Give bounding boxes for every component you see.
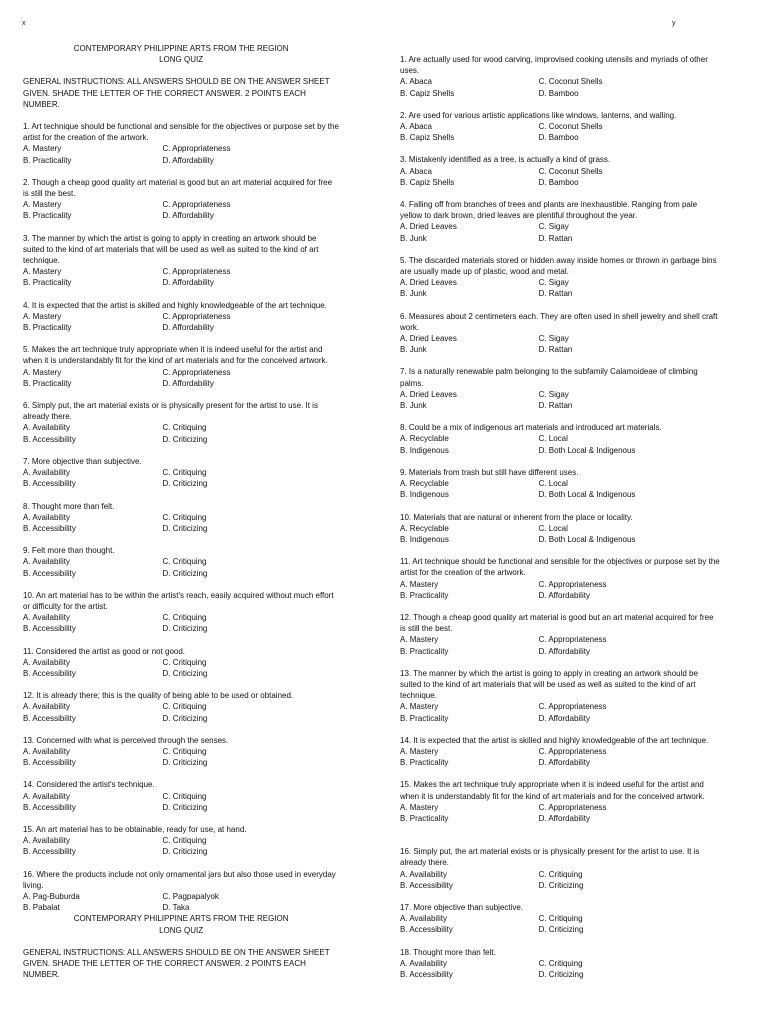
option-a: A. Mastery xyxy=(400,578,439,589)
question-text: 14. It is expected that the artist is skilled and highly knowledgeable of the art technique. xyxy=(400,734,709,745)
option-a: A. Dried Leaves xyxy=(400,221,457,232)
option-b: B. Practicality xyxy=(23,377,72,388)
option-d: D. Both Local & Indigenous xyxy=(538,533,636,544)
option-d: D. Rattan xyxy=(538,400,573,411)
option-c: C. Critiquing xyxy=(162,701,207,712)
option-b: B. Accessibility xyxy=(400,924,453,935)
question-item xyxy=(23,300,339,334)
option-a: A. Dried Leaves xyxy=(400,388,457,399)
question-text: 3. The manner by which the artist is going to apply in creating an artwork should be suited to the kind of art materials that will be used as well as suited to the kind of art technique. xyxy=(23,232,319,266)
answer-options xyxy=(400,869,720,891)
option-a: A. Mastery xyxy=(23,143,62,154)
answer-options xyxy=(400,579,720,601)
option-b: B. Junk xyxy=(400,288,427,299)
option-a: A. Dried Leaves xyxy=(400,277,457,288)
option-d: D. Criticizing xyxy=(162,757,208,768)
answer-options xyxy=(400,746,720,768)
option-d: D. Affordability xyxy=(162,277,214,288)
option-c: C. Appropriateness xyxy=(162,143,231,154)
option-d: D. Affordability xyxy=(162,210,214,221)
option-a: A. Mastery xyxy=(400,801,439,812)
option-c: C. Critiquing xyxy=(538,957,583,968)
option-a: A. Availability xyxy=(23,467,70,478)
left-column xyxy=(23,43,339,991)
option-b: B. Accessibility xyxy=(23,522,76,533)
question-item xyxy=(400,556,720,601)
option-a: A. Mastery xyxy=(400,701,439,712)
option-b: B. Junk xyxy=(400,232,427,243)
option-b: B. Accessibility xyxy=(400,969,453,979)
option-d: D. Rattan xyxy=(538,232,573,243)
option-c: C. Local xyxy=(538,522,568,533)
answer-options xyxy=(400,76,720,98)
option-d: D. Affordability xyxy=(162,322,214,333)
answer-options xyxy=(23,467,339,489)
question-text: 6. Simply put, the art material exists or is physically present for the artist to use. It is already there. xyxy=(23,400,318,422)
question-item xyxy=(400,199,720,244)
answer-options xyxy=(23,657,339,679)
option-c: C. Critiquing xyxy=(162,745,207,756)
option-c: C. Appropriateness xyxy=(538,801,607,812)
right-question-list xyxy=(400,54,720,980)
option-b: B. Pabalat xyxy=(23,902,60,913)
option-a: A. Availability xyxy=(23,656,70,667)
option-a: A. Availability xyxy=(23,835,70,846)
question-text: 4. Falling off from branches of trees and plants are inexhaustible. Ranging from pale yellow to dark brown, dried leaves are plentiful throughout the year. xyxy=(400,199,698,221)
option-b: B. Practicality xyxy=(400,812,449,823)
option-a: A. Availability xyxy=(400,868,447,879)
question-item xyxy=(400,110,720,144)
option-a: A. Abaca xyxy=(400,121,432,132)
question-text: 13. Concerned with what is perceived through the senses. xyxy=(23,734,229,745)
question-item xyxy=(23,400,339,445)
question-text: 14. Considered the artist's technique. xyxy=(23,779,155,790)
question-text: 13. The manner by which the artist is going to apply in creating an artwork should be suited to the kind of art materials that will be used as well as suited to the kind of art technique. xyxy=(400,667,698,701)
question-text: 8. Thought more than felt. xyxy=(23,500,115,511)
option-c: C. Coconut Shells xyxy=(538,76,603,87)
question-item xyxy=(23,501,339,535)
option-c: C. Appropriateness xyxy=(538,701,607,712)
option-a: A. Dried Leaves xyxy=(400,333,457,344)
option-a: A. Mastery xyxy=(23,199,62,210)
general-instructions: GENERAL INSTRUCTIONS: ALL ANSWERS SHOULD BE ON THE ANSWER SHEET GIVEN. SHADE THE LETTER OF THE CORRECT ANSWER. 2 POINTS EACH NUMBER. xyxy=(23,76,330,109)
question-text: 6. Measures about 2 centimeters each. They are often used in shell jewelry and shell craft work. xyxy=(400,310,718,332)
question-text: 15. An art material has to be obtainable, ready for use, at hand. xyxy=(23,823,247,834)
option-c: C. Appropriateness xyxy=(538,745,607,756)
option-b: B. Accessibility xyxy=(23,757,76,768)
answer-options xyxy=(23,791,339,813)
question-text: 10. Materials that are natural or inherent from the place or locality. xyxy=(400,511,633,522)
question-text: 18. Thought more than felt. xyxy=(400,946,496,957)
option-b: B. Capiz Shells xyxy=(400,87,455,98)
answer-options xyxy=(23,422,339,444)
option-d: D. Criticizing xyxy=(162,522,208,533)
option-d: D. Criticizing xyxy=(162,433,208,444)
question-item xyxy=(23,545,339,579)
option-c: C. Critiquing xyxy=(162,835,207,846)
answer-options xyxy=(400,523,720,545)
option-d: D. Affordability xyxy=(162,377,214,388)
question-item xyxy=(400,366,720,411)
option-c: C. Sigay xyxy=(538,221,569,232)
question-text: 15. Makes the art technique truly appropriate when it is indeed useful for the artist and when it is understandably fit for the kind of art materials and for the conceived artwork. xyxy=(400,779,705,801)
question-item xyxy=(400,512,720,546)
quiz-header xyxy=(23,43,339,65)
option-c: C. Appropriateness xyxy=(162,310,231,321)
option-a: A. Recyclable xyxy=(400,522,449,533)
quiz-header-repeat xyxy=(23,913,339,935)
question-text: 9. Felt more than thought. xyxy=(23,545,115,556)
option-d: D. Criticizing xyxy=(162,712,208,723)
question-text: 1. Art technique should be functional and sensible for the objectives or purpose set by the artist for the creation of the artwork. xyxy=(23,121,339,143)
answer-options xyxy=(400,478,720,500)
option-c: C. Coconut Shells xyxy=(538,121,603,132)
question-text: 16. Simply put, the art material exists or is physically present for the artist to use. It is already there. xyxy=(400,846,700,868)
option-b: B. Accessibility xyxy=(23,846,76,857)
option-b: B. Indigenous xyxy=(400,533,449,544)
option-c: C. Critiquing xyxy=(162,790,207,801)
question-item xyxy=(400,612,720,657)
question-text: 17. More objective than subjective. xyxy=(400,901,524,912)
option-d: D. Both Local & Indigenous xyxy=(538,489,636,500)
question-text: 16. Where the products include not only ornamental jars but also those used in everyday living. xyxy=(23,868,336,890)
option-d: D. Criticizing xyxy=(538,969,584,979)
option-c: C. Critiquing xyxy=(162,656,207,667)
option-c: C. Appropriateness xyxy=(162,199,231,210)
question-item xyxy=(23,456,339,490)
option-b: B. Capiz Shells xyxy=(400,176,455,187)
question-item xyxy=(400,54,720,99)
question-text: 5. The discarded materials stored or hidden away inside homes or thrown in garbage bins are usually made up of plastic, wood and metal. xyxy=(400,254,717,277)
option-b: B. Accessibility xyxy=(23,567,76,578)
question-text: 2. Are used for various artistic applications like windows, lanterns, and walling. xyxy=(400,109,677,120)
option-d: D. Affordability xyxy=(538,712,590,723)
answer-options xyxy=(400,701,720,723)
option-d: D. Criticizing xyxy=(162,478,208,489)
question-item xyxy=(23,233,339,289)
question-text: 2. Though a cheap good quality art material is good but an art material acquired for free is still the best. xyxy=(23,176,333,199)
option-a: A. Mastery xyxy=(400,745,439,756)
option-a: A. Recyclable xyxy=(400,433,449,444)
answer-options xyxy=(400,433,720,455)
option-d: D. Criticizing xyxy=(538,924,584,935)
corner-mark-right: y xyxy=(672,20,676,27)
option-d: D. Criticizing xyxy=(162,567,208,578)
option-b: B. Accessibility xyxy=(23,801,76,812)
option-d: D. Taka xyxy=(162,902,190,913)
answer-options xyxy=(23,701,339,723)
option-b: B. Accessibility xyxy=(23,433,76,444)
answer-options xyxy=(23,143,339,165)
option-b: B. Indigenous xyxy=(400,489,449,500)
option-b: B. Capiz Shells xyxy=(400,132,455,143)
question-item xyxy=(23,824,339,858)
option-b: B. Practicality xyxy=(400,645,449,656)
question-text: 3. Mistakenly identified as a tree, is actually a kind of grass. xyxy=(400,154,611,165)
option-c: C. Pagpapalyok xyxy=(162,890,219,901)
question-item xyxy=(23,646,339,680)
option-a: A. Abaca xyxy=(400,76,432,87)
option-a: A. Mastery xyxy=(400,634,439,645)
option-c: C. Sigay xyxy=(538,277,569,288)
option-a: A. Abaca xyxy=(400,165,432,176)
answer-options xyxy=(400,221,720,243)
option-d: D. Both Local & Indigenous xyxy=(538,444,636,455)
answer-options xyxy=(23,891,339,913)
option-b: B. Practicality xyxy=(400,712,449,723)
option-d: D. Bamboo xyxy=(538,87,579,98)
option-c: C. Appropriateness xyxy=(162,366,231,377)
answer-options xyxy=(23,367,339,389)
option-d: D. Criticizing xyxy=(162,801,208,812)
question-item xyxy=(400,154,720,188)
option-b: B. Accessibility xyxy=(400,879,453,890)
quiz-subtitle: LONG QUIZ xyxy=(159,924,204,935)
option-d: D. Affordability xyxy=(538,812,590,823)
option-a: A. Mastery xyxy=(23,266,62,277)
question-item xyxy=(23,690,339,724)
option-d: D. Affordability xyxy=(538,589,590,600)
option-c: C. Critiquing xyxy=(162,556,207,567)
option-c: C. Critiquing xyxy=(162,467,207,478)
option-c: C. Local xyxy=(538,433,568,444)
left-question-list xyxy=(23,121,339,913)
general-instructions-repeat: GENERAL INSTRUCTIONS: ALL ANSWERS SHOULD BE ON THE ANSWER SHEET GIVEN. SHADE THE LETTER OF THE CORRECT ANSWER. 2 POINTS EACH NUMBER. xyxy=(23,946,330,980)
option-a: A. Recyclable xyxy=(400,478,449,489)
option-a: A. Mastery xyxy=(23,366,62,377)
question-text: 11. Art technique should be functional and sensible for the objectives or purpose set by the artist for the creation of the artwork. xyxy=(400,556,720,578)
option-a: A. Availability xyxy=(23,511,70,522)
question-item xyxy=(23,177,339,222)
option-b: B. Accessibility xyxy=(23,712,76,723)
question-text: 7. More objective than subjective. xyxy=(23,455,142,466)
option-a: A. Availability xyxy=(23,701,70,712)
question-text: 9. Materials from trash but still have different uses. xyxy=(400,466,579,477)
question-text: 10. An art material has to be within the artist's reach, easily acquired without much effort or difficulty for the artist. xyxy=(23,589,334,611)
question-text: 7. Is a naturally renewable palm belonging to the subfamily Calamoideae of climbing palms. xyxy=(400,366,698,388)
option-d: D. Criticizing xyxy=(538,879,584,890)
answer-options xyxy=(23,199,339,221)
option-c: C. Appropriateness xyxy=(538,578,607,589)
option-b: B. Practicality xyxy=(23,277,72,288)
answer-options xyxy=(23,311,339,333)
option-b: B. Practicality xyxy=(23,154,72,165)
option-c: C. Critiquing xyxy=(538,868,583,879)
question-item xyxy=(23,590,339,635)
answer-options xyxy=(400,121,720,143)
option-c: C. Local xyxy=(538,478,568,489)
option-a: A. Availability xyxy=(400,957,447,968)
option-c: C. Sigay xyxy=(538,333,569,344)
answer-options xyxy=(400,333,720,355)
question-text: 8. Could be a mix of indigenous art materials and introduced art materials. xyxy=(400,422,662,433)
question-item xyxy=(23,121,339,166)
quiz-title: CONTEMPORARY PHILIPPINE ARTS FROM THE REGION xyxy=(73,913,289,924)
question-item xyxy=(400,846,720,891)
option-c: C. Sigay xyxy=(538,388,569,399)
answer-options xyxy=(23,612,339,634)
question-item xyxy=(400,422,720,456)
option-c: C. Appropriateness xyxy=(538,634,607,645)
option-a: A. Availability xyxy=(400,913,447,924)
option-d: D. Bamboo xyxy=(538,132,579,143)
question-item xyxy=(400,467,720,501)
option-a: A. Availability xyxy=(23,745,70,756)
option-b: B. Practicality xyxy=(23,322,72,333)
option-c: C. Critiquing xyxy=(162,612,207,623)
question-text: 1. Are actually used for wood carving, improvised cooking utensils and myriads of other uses. xyxy=(400,54,708,76)
question-item xyxy=(400,735,720,769)
answer-options xyxy=(400,389,720,411)
option-a: A. Availability xyxy=(23,556,70,567)
option-c: C. Critiquing xyxy=(162,422,207,433)
option-b: B. Accessibility xyxy=(23,478,76,489)
answer-options xyxy=(400,913,720,935)
quiz-subtitle: LONG QUIZ xyxy=(159,54,204,65)
question-text: 12. Though a cheap good quality art material is good but an art material acquired for free is still the best. xyxy=(400,611,714,634)
question-item xyxy=(400,255,720,300)
question-item xyxy=(23,779,339,813)
option-a: A. Pag-Buburda xyxy=(23,890,80,901)
option-d: D. Bamboo xyxy=(538,176,579,187)
option-b: B. Indigenous xyxy=(400,444,449,455)
question-item xyxy=(23,344,339,389)
corner-mark-left: x xyxy=(22,20,26,27)
answer-options xyxy=(400,634,720,656)
option-b: B. Accessibility xyxy=(23,623,76,634)
quiz-title: CONTEMPORARY PHILIPPINE ARTS FROM THE REGION xyxy=(73,43,289,53)
option-d: D. Affordability xyxy=(538,645,590,656)
option-a: A. Availability xyxy=(23,790,70,801)
option-d: D. Affordability xyxy=(538,757,590,768)
option-c: C. Critiquing xyxy=(162,511,207,522)
answer-options xyxy=(400,277,720,299)
question-item xyxy=(23,869,339,914)
answer-options xyxy=(23,835,339,857)
option-d: D. Criticizing xyxy=(162,623,208,634)
question-item xyxy=(400,902,720,936)
question-text: 12. It is already there; this is the quality of being able to be used or obtained. xyxy=(23,690,294,701)
question-item xyxy=(400,311,720,356)
option-c: C. Coconut Shells xyxy=(538,165,603,176)
question-item xyxy=(23,735,339,769)
option-b: B. Practicality xyxy=(400,589,449,600)
option-b: B. Practicality xyxy=(400,757,449,768)
option-a: A. Availability xyxy=(23,612,70,623)
option-a: A. Mastery xyxy=(23,310,62,321)
option-b: B. Practicality xyxy=(23,210,72,221)
answer-options xyxy=(400,802,720,824)
option-d: D. Criticizing xyxy=(162,667,208,678)
option-b: B. Accessibility xyxy=(23,667,76,678)
answer-options xyxy=(23,266,339,288)
option-b: B. Junk xyxy=(400,400,427,411)
question-item xyxy=(400,779,720,824)
question-item xyxy=(400,668,720,724)
right-column xyxy=(400,54,720,991)
answer-options xyxy=(400,958,720,980)
option-a: A. Availability xyxy=(23,422,70,433)
option-d: D. Rattan xyxy=(538,344,573,355)
answer-options xyxy=(400,166,720,188)
question-item xyxy=(400,947,720,981)
option-d: D. Affordability xyxy=(162,154,214,165)
question-text: 4. It is expected that the artist is skilled and highly knowledgeable of the art technique. xyxy=(23,299,327,310)
answer-options xyxy=(23,746,339,768)
question-text: 11. Considered the artist as good or not good. xyxy=(23,645,186,656)
answer-options xyxy=(23,512,339,534)
option-d: D. Rattan xyxy=(538,288,573,299)
answer-options xyxy=(23,556,339,578)
option-d: D. Criticizing xyxy=(162,846,208,857)
option-c: C. Critiquing xyxy=(538,913,583,924)
question-text: 5. Makes the art technique truly appropriate when it is indeed useful for the artist and when it is understandably fit for the kind of art materials and for the conceived artwork. xyxy=(23,344,328,366)
option-c: C. Appropriateness xyxy=(162,266,231,277)
option-b: B. Junk xyxy=(400,344,427,355)
